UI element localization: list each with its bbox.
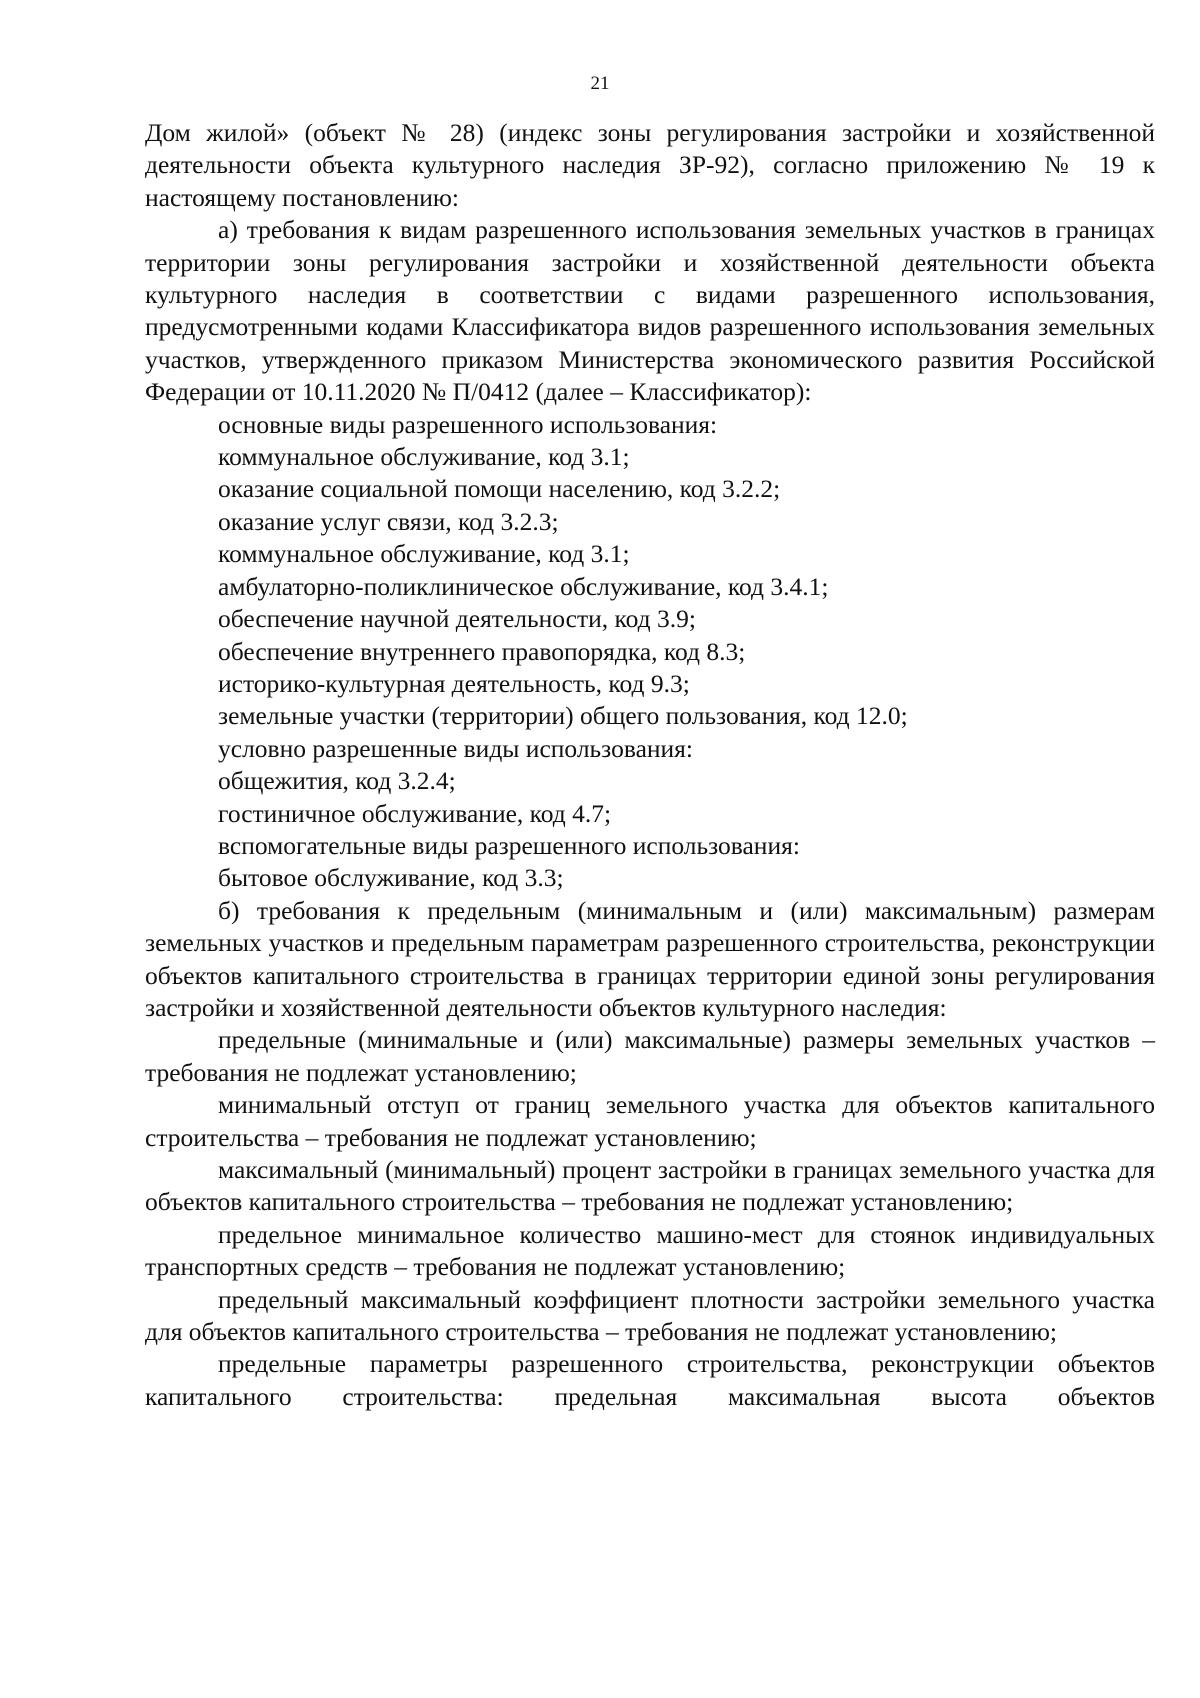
list-item: оказание социальной помощи населению, код 3.2.2;: [218, 474, 781, 504]
list-heading-auxiliary-uses: вспомогательные виды разрешенного использования:: [218, 830, 800, 860]
paragraph-plot-sizes: предельные (минимальные и (или) максимальные) размеры земельных участков – требования не подлежат установлению;: [145, 1025, 1155, 1087]
list-item: амбулаторно-поликлиническое обслуживание, код 3.4.1;: [218, 571, 829, 601]
document-body: [145, 117, 1155, 1413]
list-item: оказание услуг связи, код 3.2.3;: [218, 506, 559, 536]
paragraph-requirements-b: б) требования к предельным (минимальным и (или) максимальным) размерам земельных участков и предельным параметрам разрешенного строительства, реконструкции объектов капитального строительства в границах территории единой зоны регулирования застройки и хозяйственной деятельности объектов культурного наследия:: [145, 895, 1155, 1022]
list-heading-conditional-uses: условно разрешенные виды использования:: [218, 733, 693, 763]
page-number: 21: [590, 73, 610, 94]
list-item: коммунальное обслуживание, код 3.1;: [218, 539, 630, 569]
list-item: общежития, код 3.2.4;: [218, 766, 456, 796]
paragraph-building-percent: максимальный (минимальный) процент застройки в границах земельного участка для объектов капитального строительства – требования не подлежат установлению;: [145, 1155, 1155, 1217]
list-item: бытовое обслуживание, код 3.3;: [218, 863, 564, 893]
paragraph-intro: Дом жилой» (объект № 28) (индекс зоны регулирования застройки и хозяйственной деятельности объекта культурного наследия ЗР-92), согласно приложению № 19 к настоящему постановлению:: [145, 118, 1155, 212]
paragraph-min-setback: минимальный отступ от границ земельного участка для объектов капитального строительства – требования не подлежат установлению;: [145, 1090, 1155, 1152]
list-item: историко-культурная деятельность, код 9.3;: [218, 668, 690, 698]
paragraph-construction-parameters: предельные параметры разрешенного строительства, реконструкции объектов капитального строительства: предельная максимальная высота объектов: [145, 1349, 1155, 1411]
list-item: коммунальное обслуживание, код 3.1;: [218, 442, 630, 472]
list-item: земельные участки (территории) общего пользования, код 12.0;: [218, 701, 908, 731]
list-item: обеспечение внутреннего правопорядка, код 8.3;: [218, 636, 746, 666]
paragraph-parking-spaces: предельное минимальное количество машино-мест для стоянок индивидуальных транспортных средств – требования не подлежат установлению;: [145, 1219, 1155, 1282]
paragraph-density-coefficient: предельный максимальный коэффициент плотности застройки земельного участка для объектов капитального строительства – требования не подлежат установлению;: [145, 1284, 1155, 1347]
paragraph-requirements-a: а) требования к видам разрешенного использования земельных участков в границах территории зоны регулирования застройки и хозяйственной деятельности объекта культурного наследия в соответствии с видами разрешенного использования, предусмотренными кодами Классификатора видов разрешенного использования земельных участков, утвержденного приказом Министерства экономического развития Российской Федерации от 10.11.2020 № П/0412 (далее – Классификатор):: [145, 215, 1155, 407]
list-item: обеспечение научной деятельности, код 3.9;: [218, 604, 696, 634]
list-item: гостиничное обслуживание, код 4.7;: [218, 798, 612, 828]
list-heading-main-uses: основные виды разрешенного использования:: [218, 409, 718, 439]
